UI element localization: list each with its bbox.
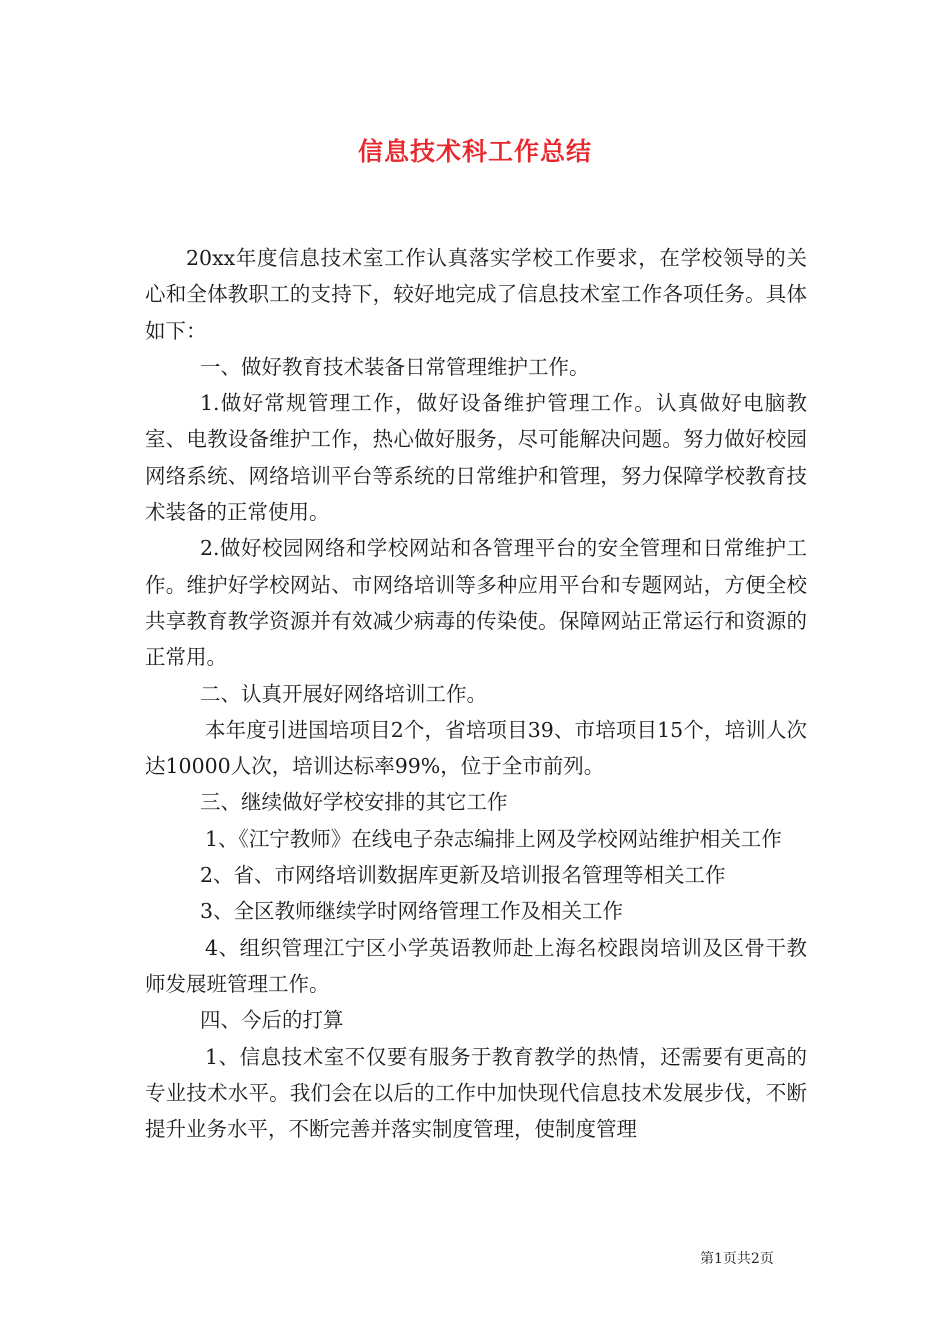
- section-heading-4: 四、今后的打算: [200, 1008, 344, 1033]
- section-heading-3: 三、继续做好学校安排的其它工作: [200, 790, 508, 815]
- paragraph-intro: 20xx年度信息技术室工作认真落实学校工作要求，在学校领导的关心和全体教职工的支持下，较好地完成了信息技术室工作各项任务。具体如下：: [145, 246, 807, 343]
- document-title: 信息技术科工作总结: [357, 137, 592, 166]
- paragraph-item: 1.做好常规管理工作，做好设备维护管理工作。认真做好电脑教室、电教设备维护工作，热心做好服务，尽可能解决问题。努力做好校园网络系统、网络培训平台等系统的日常维护和管理，努力保障学校教育技术装备的正常使用。: [145, 391, 807, 525]
- page-number: 第1页共2页: [700, 1251, 774, 1267]
- list-item: 2、省、市网络培训数据库更新及培训报名管理等相关工作: [200, 863, 726, 888]
- paragraph-item: 本年度引进国培项目2个，省培项目39、市培项目15个，培训人次达10000人次，培训达标率99%，位于全市前列。: [145, 717, 807, 779]
- list-item: 1、信息技术室不仅要有服务于教育教学的热情，还需要有更高的专业技术水平。我们会在以后的工作中加快现代信息技术发展步伐，不断提升业务水平，不断完善并落实制度管理，使制度管理: [145, 1044, 807, 1142]
- section-heading-1: 一、做好教育技术装备日常管理维护工作。: [200, 354, 590, 379]
- list-item: 1、《江宁教师》在线电子杂志编排上网及学校网站维护相关工作: [205, 826, 782, 851]
- section-heading-2: 二、认真开展好网络培训工作。: [200, 681, 487, 706]
- document-body: [145, 240, 807, 1147]
- list-item: 4、组织管理江宁区小学英语教师赴上海名校跟岗培训及区骨干教师发展班管理工作。: [145, 935, 807, 996]
- list-item: 3、全区教师继续学时网络管理工作及相关工作: [200, 899, 624, 924]
- paragraph-item: 2.做好校园网络和学校网站和各管理平台的安全管理和日常维护工作。维护好学校网站、市网络培训等多种应用平台和专题网站，方便全校共享教育教学资源并有效减少病毒的传染使。保障网站正常运行和资源的正常用。: [145, 536, 807, 670]
